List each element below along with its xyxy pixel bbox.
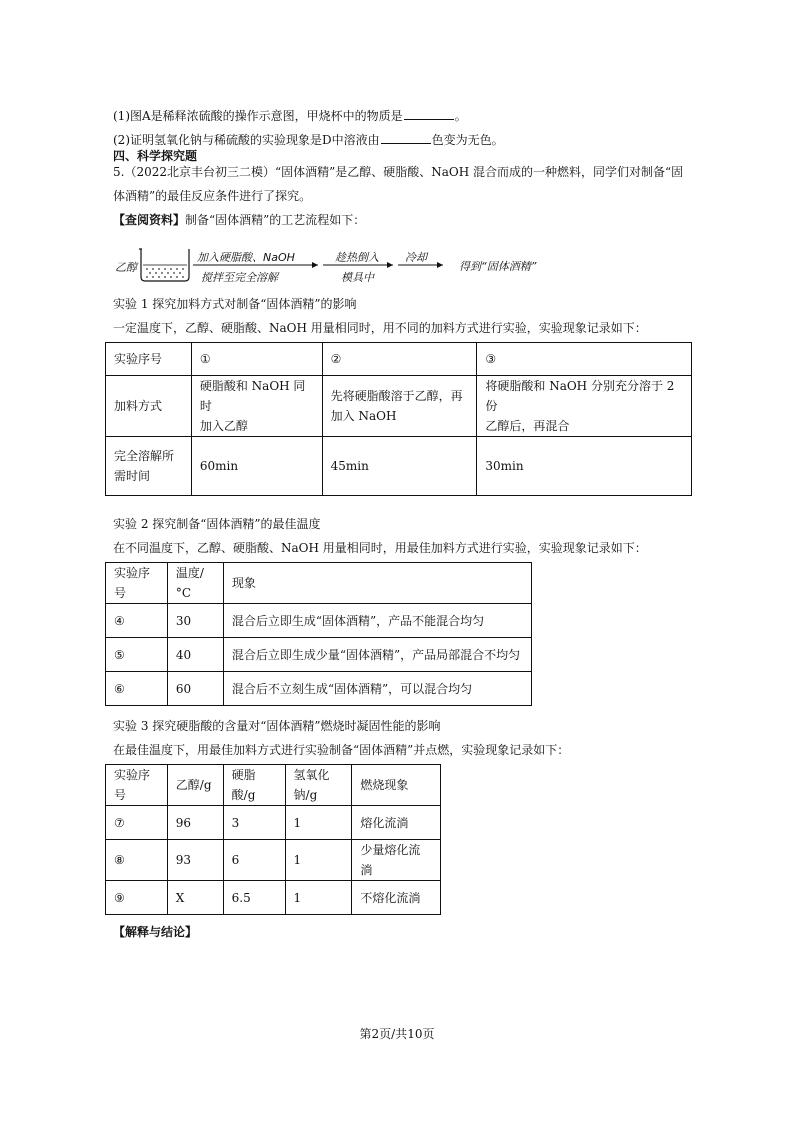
table-row xyxy=(106,881,441,915)
table-row xyxy=(106,672,532,706)
flow-step1-top: 加入硬脂酸、NaOH xyxy=(197,251,295,264)
table-cell: 96 xyxy=(167,806,223,840)
table-row xyxy=(106,604,532,638)
table-cell: ⑦ xyxy=(106,806,168,840)
table-header-cell: ③ xyxy=(477,343,692,376)
question-item-2-end: 色变为无色。 xyxy=(431,133,504,147)
flow-start-label: 乙醇 xyxy=(115,261,137,274)
table-row xyxy=(106,563,532,604)
table-header-cell: 温度/°C xyxy=(167,563,223,604)
table-cell: 混合后立即生成少量“固体酒精”，产品局部混合不均匀 xyxy=(223,638,531,672)
table-cell: 60 xyxy=(167,672,223,706)
table-cell: ⑨ xyxy=(106,881,168,915)
table-cell: 3 xyxy=(223,806,285,840)
table-cell: ⑧ xyxy=(106,840,168,881)
cell-line: 乙醇后，再混合 xyxy=(485,419,570,433)
table-cell: 混合后立即生成“固体酒精”，产品不能混合均匀 xyxy=(223,604,531,638)
exp1-desc: 一定温度下，乙醇、硬脂酸、NaOH 用量相同时，用不同的加料方式进行实验，实验现象记录如下： xyxy=(113,321,647,335)
table-row xyxy=(106,343,692,376)
table-row xyxy=(106,840,441,881)
flow-step1-bottom: 搅拌至完全溶解 xyxy=(201,271,278,284)
table-cell: 93 xyxy=(167,840,223,881)
question-stem-line-2: 体酒精”的最佳反应条件进行了探究。 xyxy=(113,189,312,203)
table-cell: 混合后不立刻生成“固体酒精”，可以混合均匀 xyxy=(223,672,531,706)
exp3-title: 实验 3 探究硬脂酸的含量对“固体酒精”燃烧时凝固性能的影响 xyxy=(113,719,441,733)
table-cell: 45min xyxy=(322,437,477,496)
cell-line: 完全溶解所 xyxy=(114,449,175,463)
table-cell: 6.5 xyxy=(223,881,285,915)
table-cell: 40 xyxy=(167,638,223,672)
table-header-cell: ① xyxy=(191,343,322,376)
table-cell: 6 xyxy=(223,840,285,881)
table-row xyxy=(106,806,441,840)
exp2-title: 实验 2 探究制备“固体酒精”的最佳温度 xyxy=(113,517,321,531)
beaker-icon xyxy=(139,249,189,281)
question-item-2-text: (2)证明氢氧化钠与稀硫酸的实验现象是D中溶液由 xyxy=(113,133,380,147)
table-cell xyxy=(322,376,477,437)
exp3-table xyxy=(105,764,441,915)
question-item-2 xyxy=(113,132,504,148)
table-cell: 加料方式 xyxy=(106,376,192,437)
cell-line: 加入乙醇 xyxy=(199,419,248,433)
question-item-1-end: 。 xyxy=(454,109,467,123)
table-row xyxy=(106,638,532,672)
table-cell: 不熔化流淌 xyxy=(352,881,441,915)
exp2-table xyxy=(105,562,532,706)
table-header-cell: 硬脂酸/g xyxy=(223,765,285,806)
question-item-1 xyxy=(113,108,467,124)
table-cell: 少量熔化流淌 xyxy=(352,840,441,881)
cell-line: 硬脂酸和 NaOH 同时 xyxy=(199,379,306,413)
table-cell: 1 xyxy=(285,840,352,881)
table-cell: 30 xyxy=(167,604,223,638)
exp2-desc: 在不同温度下，乙醇、硬脂酸、NaOH 用量相同时，用最佳加料方式进行实验，实验现象记录如下： xyxy=(113,541,647,555)
table-header-cell: 实验序号 xyxy=(106,343,192,376)
table-cell: 1 xyxy=(285,806,352,840)
conclusion-heading: 【解释与结论】 xyxy=(113,925,198,939)
answer-blank-2[interactable] xyxy=(381,132,431,144)
cell-line: 需时间 xyxy=(114,469,151,483)
table-cell: ⑥ xyxy=(106,672,168,706)
exp1-table xyxy=(105,342,692,496)
table-header-cell: 实验序号 xyxy=(106,563,168,604)
cell-line: 加入 NaOH xyxy=(330,409,397,423)
table-cell: ④ xyxy=(106,604,168,638)
table-cell xyxy=(477,376,692,437)
table-cell: 1 xyxy=(285,881,352,915)
section-title: 四、科学探究题 xyxy=(113,149,198,163)
research-text: 制备“固体酒精”的工艺流程如下： xyxy=(185,213,366,227)
flow-step2-top: 趁热倒入 xyxy=(335,251,379,264)
question-item-1-text: (1)图A是稀释浓硫酸的操作示意图，甲烧杯中的物质是 xyxy=(113,109,403,123)
flow-step3-top: 冷却 xyxy=(405,251,427,264)
process-flow-diagram xyxy=(113,243,573,291)
table-header-cell: 氢氧化钠/g xyxy=(285,765,352,806)
exp3-desc: 在最佳温度下，用最佳加料方式进行实验制备“固体酒精”并点燃，实验现象记录如下： xyxy=(113,743,570,757)
table-header-cell: 现象 xyxy=(223,563,531,604)
research-heading xyxy=(113,212,365,228)
flow-step2-bottom: 模具中 xyxy=(341,271,374,284)
table-row xyxy=(106,376,692,437)
table-cell xyxy=(106,437,192,496)
table-row xyxy=(106,765,441,806)
answer-blank-1[interactable] xyxy=(404,108,454,120)
page-footer: 第2页/共10页 xyxy=(359,1027,435,1041)
cell-line: 先将硬脂酸溶于乙醇，再 xyxy=(330,389,463,403)
exp1-title: 实验 1 探究加料方式对制备“固体酒精”的影响 xyxy=(113,297,357,311)
table-header-cell: ② xyxy=(322,343,477,376)
research-label: 【查阅资料】 xyxy=(113,213,186,227)
table-cell: ⑤ xyxy=(106,638,168,672)
table-header-cell: 乙醇/g xyxy=(167,765,223,806)
question-stem-line-1: 5.（2022北京丰台初三二模）“固体酒精”是乙醇、硬脂酸、NaOH 混合而成的一种燃料，同学们对制备“固 xyxy=(113,165,684,179)
cell-line: 将硬脂酸和 NaOH 分别充分溶于 2 份 xyxy=(485,379,675,413)
table-row xyxy=(106,437,692,496)
table-header-cell: 燃烧现象 xyxy=(352,765,441,806)
flow-end-label: 得到“固体酒精” xyxy=(459,260,537,273)
table-cell: 熔化流淌 xyxy=(352,806,441,840)
table-cell xyxy=(191,376,322,437)
table-header-cell: 实验序号 xyxy=(106,765,168,806)
table-cell: X xyxy=(167,881,223,915)
table-cell: 30min xyxy=(477,437,692,496)
table-cell: 60min xyxy=(191,437,322,496)
